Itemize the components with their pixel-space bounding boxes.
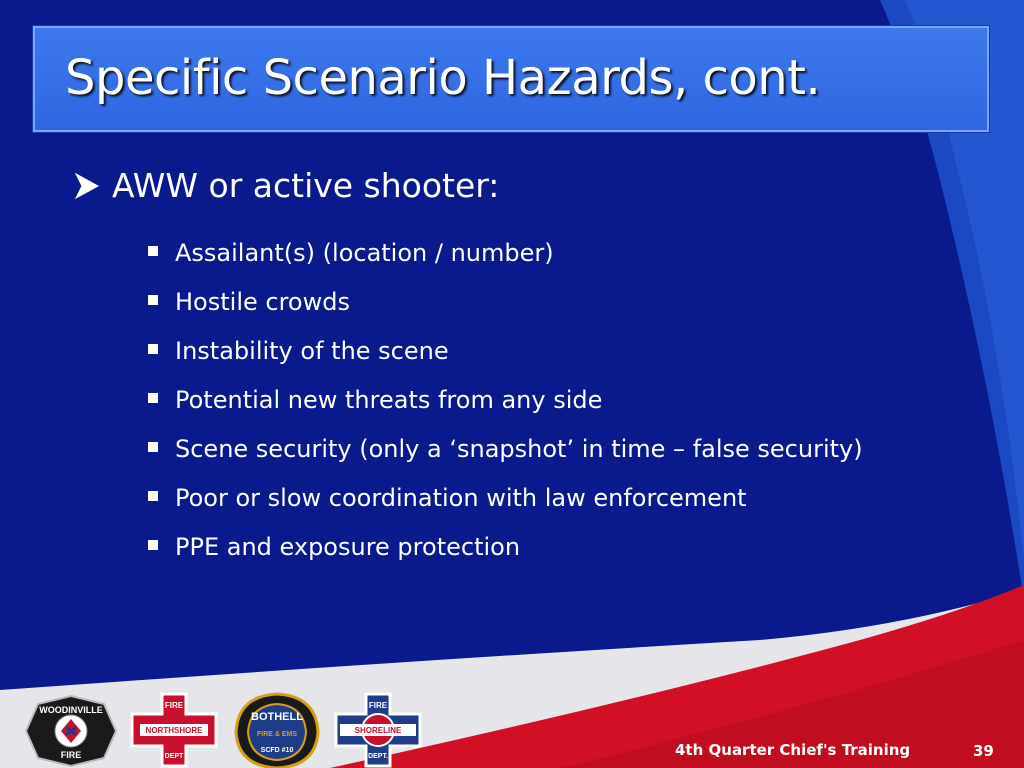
- northshore-logo-top-text: FIRE: [164, 701, 184, 710]
- sub-bullet-text: Scene security (only a ‘snapshot’ in time – false security): [175, 434, 863, 463]
- sub-bullet-item: [148, 326, 863, 375]
- sub-bullet-text: Potential new threats from any side: [175, 385, 603, 414]
- main-bullet: [72, 166, 499, 205]
- northshore-logo-bottom-text: DEPT: [164, 753, 184, 760]
- shoreline-logo-top-text: FIRE: [368, 701, 388, 710]
- sub-bullet-text: Hostile crowds: [175, 287, 350, 316]
- sub-bullet-text: PPE and exposure protection: [175, 532, 521, 561]
- woodinville-fire-logo: [24, 694, 118, 768]
- northshore-logo-name-text: NORTHSHORE: [145, 726, 203, 735]
- square-bullet-icon: [148, 442, 158, 452]
- shoreline-logo-bottom-text: DEPT.: [368, 753, 388, 760]
- woodinville-logo-top-text: WOODINVILLE: [39, 705, 103, 715]
- shoreline-fire-logo: [332, 690, 424, 768]
- square-bullet-icon: [148, 344, 158, 354]
- slide-title: Specific Scenario Hazards, cont.: [65, 50, 821, 106]
- woodinville-logo-bottom-text: FIRE: [60, 750, 82, 760]
- sub-bullet-list: [148, 228, 863, 571]
- bothell-logo-bottom-text: SCFD #10: [260, 747, 294, 754]
- square-bullet-icon: [148, 295, 158, 305]
- square-bullet-icon: [148, 491, 158, 501]
- fire-department-logos: [20, 690, 440, 768]
- sub-bullet-item: [148, 473, 863, 522]
- shoreline-logo-name-text: SHORELINE: [354, 726, 402, 735]
- sub-bullet-item: [148, 375, 863, 424]
- sub-bullet-text: Instability of the scene: [175, 336, 449, 365]
- sub-bullet-text: Assailant(s) (location / number): [175, 238, 554, 267]
- sub-bullet-item: [148, 277, 863, 326]
- bothell-fire-logo: [234, 692, 320, 768]
- sub-bullet-text: Poor or slow coordination with law enforcement: [175, 483, 747, 512]
- footer-text: 4th Quarter Chief's Training: [675, 741, 911, 759]
- page-number: 39: [973, 742, 994, 760]
- arrow-bullet-icon: [72, 171, 102, 201]
- bothell-logo-sub-text: FIRE & EMS: [256, 731, 298, 738]
- main-bullet-text: AWW or active shooter:: [112, 166, 500, 205]
- sub-bullet-item: [148, 424, 863, 473]
- sub-bullet-item: [148, 522, 863, 571]
- square-bullet-icon: [148, 540, 158, 550]
- sub-bullet-item: [148, 228, 863, 277]
- bothell-logo-name-text: BOTHELL: [251, 711, 303, 723]
- square-bullet-icon: [148, 393, 158, 403]
- northshore-fire-logo: [128, 690, 220, 768]
- square-bullet-icon: [148, 246, 158, 256]
